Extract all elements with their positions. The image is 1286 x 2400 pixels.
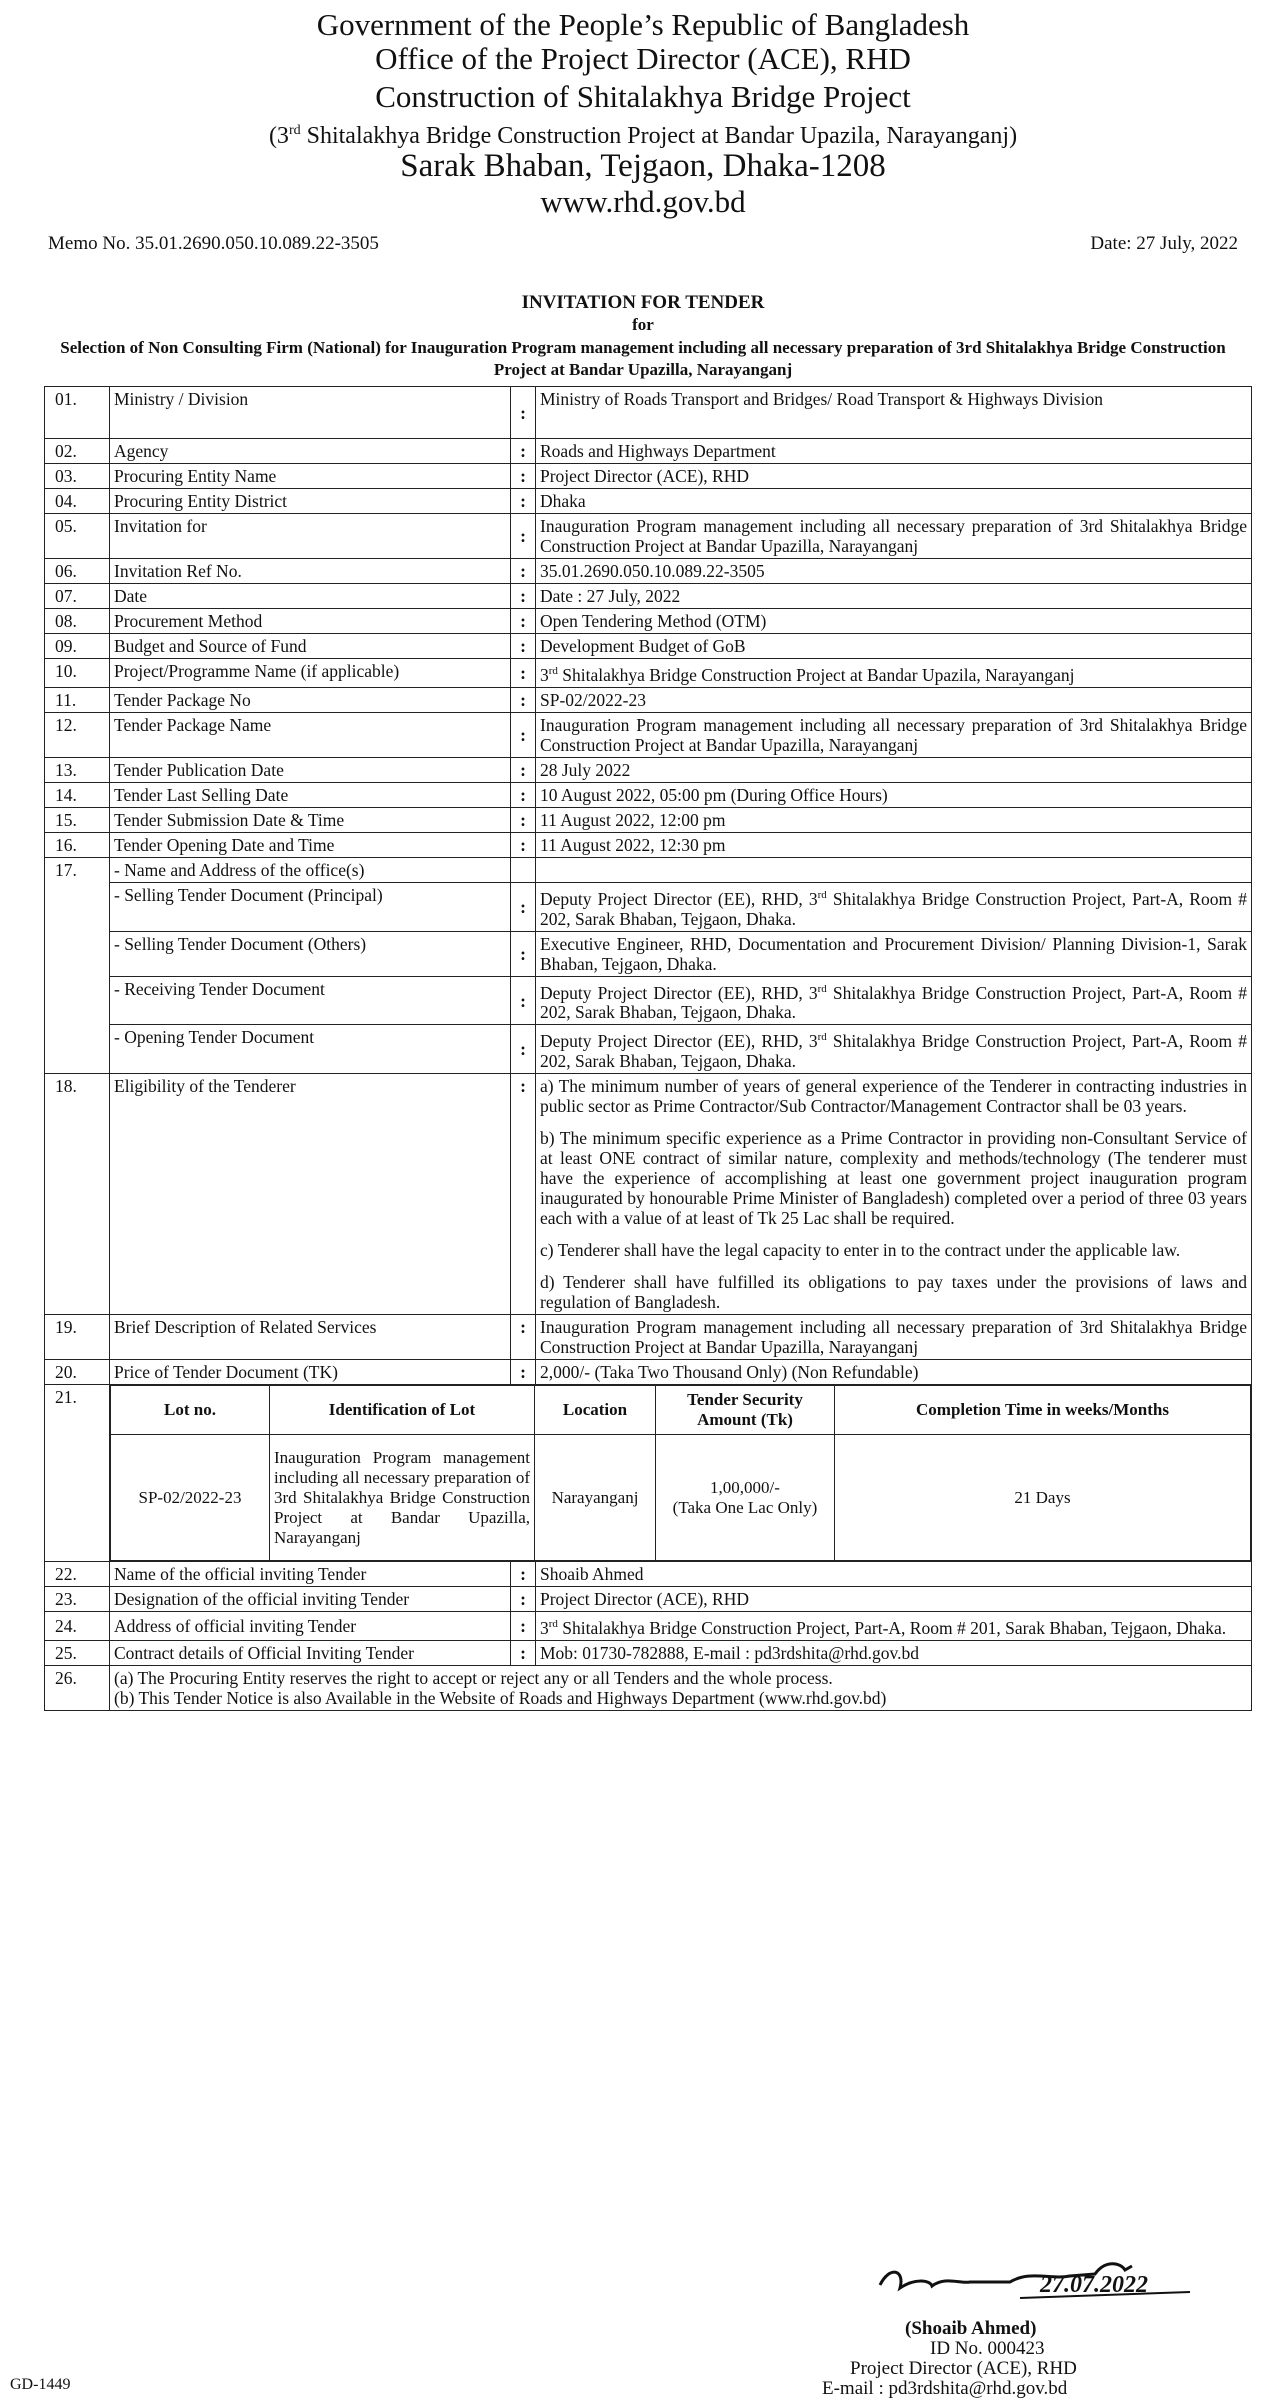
row-value: Inauguration Program management including all necessary preparation of 3rd Shitalakhya Bridge Construction Project at Bandar Upazilla, Narayanganj bbox=[536, 1315, 1252, 1360]
row-value: Deputy Project Director (EE), RHD, 3rd Shitalakhya Bridge Construction Project, Part-A, Room # 202, Sarak Bhaban, Tejgaon, Dhaka. bbox=[536, 976, 1252, 1025]
row-colon: : bbox=[511, 1587, 536, 1612]
notice-for: for bbox=[632, 315, 654, 334]
table-row bbox=[45, 757, 1252, 782]
row-label: Tender Opening Date and Time bbox=[110, 832, 511, 857]
lot-identification: Inauguration Program management including all necessary preparation of 3rd Shitalakhya Bridge Construction Project at Bandar Upazilla, Narayanganj bbox=[270, 1435, 535, 1561]
header-project: Construction of Shitalakhya Bridge Project bbox=[375, 79, 911, 114]
row-value: 3rd Shitalakhya Bridge Construction Project, Part-A, Room # 201, Sarak Bhaban, Tejgaon, Dhaka. bbox=[536, 1612, 1252, 1641]
row-value: 3rd Shitalakhya Bridge Construction Project at Bandar Upazila, Narayanganj bbox=[536, 659, 1252, 688]
row-number: 22. bbox=[45, 1562, 110, 1587]
row-colon: : bbox=[511, 687, 536, 712]
memo-date: Date: 27 July, 2022 bbox=[1090, 233, 1238, 254]
row-label: Eligibility of the Tenderer bbox=[110, 1074, 511, 1315]
table-row bbox=[45, 712, 1252, 757]
signatory-email: E-mail : pd3rdshita@rhd.gov.bd bbox=[822, 2378, 1068, 2399]
row-colon: : bbox=[511, 712, 536, 757]
row-value: 11 August 2022, 12:30 pm bbox=[536, 832, 1252, 857]
row-label: Address of official inviting Tender bbox=[110, 1612, 511, 1641]
row-number: 05. bbox=[45, 514, 110, 559]
row-colon: : bbox=[511, 807, 536, 832]
table-row bbox=[45, 514, 1252, 559]
row-label: - Opening Tender Document bbox=[110, 1025, 511, 1074]
row-value: Deputy Project Director (EE), RHD, 3rd Shitalakhya Bridge Construction Project, Part-A, Room # 202, Sarak Bhaban, Tejgaon, Dhaka. bbox=[536, 1025, 1252, 1074]
row-value: 28 July 2022 bbox=[536, 757, 1252, 782]
row-number: 18. bbox=[45, 1074, 110, 1315]
lot-completion: 21 Days bbox=[835, 1435, 1251, 1561]
row-number: 08. bbox=[45, 609, 110, 634]
table-row bbox=[45, 659, 1252, 688]
row-label: Procurement Method bbox=[110, 609, 511, 634]
row-colon bbox=[511, 857, 536, 882]
table-row bbox=[45, 464, 1252, 489]
table-row bbox=[45, 931, 1252, 976]
table-row bbox=[45, 489, 1252, 514]
row-value: Mob: 01730-782888, E-mail : pd3rdshita@rhd.gov.bd bbox=[536, 1641, 1252, 1666]
lot-table bbox=[110, 1385, 1251, 1561]
row-number: 09. bbox=[45, 634, 110, 659]
row-colon: : bbox=[511, 659, 536, 688]
lot-header: Tender Security Amount (Tk) bbox=[656, 1386, 835, 1435]
table-row bbox=[45, 782, 1252, 807]
row-value: Ministry of Roads Transport and Bridges/ Road Transport & Highways Division bbox=[536, 387, 1252, 439]
eligibility-d: d) Tenderer shall have fulfilled its obligations to pay taxes under the provisions of laws and regulation of Bangladesh. bbox=[540, 1272, 1247, 1313]
row-number: 21. bbox=[45, 1385, 110, 1562]
header-government: Government of the People’s Republic of Bangladesh bbox=[316, 7, 970, 42]
signatory-designation: Project Director (ACE), RHD bbox=[850, 2358, 1077, 2379]
row-label: Tender Package No bbox=[110, 687, 511, 712]
row-value: Project Director (ACE), RHD bbox=[536, 1587, 1252, 1612]
row-value bbox=[536, 1074, 1252, 1315]
row-value: Date : 27 July, 2022 bbox=[536, 584, 1252, 609]
lot-header: Completion Time in weeks/Months bbox=[835, 1386, 1251, 1435]
note-b: (b) This Tender Notice is also Available in the Website of Roads and Highways Department (www.rhd.gov.bd) bbox=[114, 1688, 887, 1709]
row-colon: : bbox=[511, 464, 536, 489]
row-colon: : bbox=[511, 609, 536, 634]
footer-code: GD-1449 bbox=[10, 2376, 71, 2393]
row-colon: : bbox=[511, 439, 536, 464]
row-number: 17. bbox=[45, 857, 110, 1073]
row-value: Development Budget of GoB bbox=[536, 634, 1252, 659]
eligibility-b: b) The minimum specific experience as a Prime Contractor in providing non-Consultant Service of at least ONE contract of similar nature, complexity and methods/technology (The tenderer must have the experience of accomplishing at least one government project inauguration program inaugurated by honourable Prime Minister of Bangladesh) completed over a period of three 03 years each with a value of at least of Tk 25 Lac shall be required. bbox=[540, 1128, 1247, 1229]
row-colon: : bbox=[511, 782, 536, 807]
row-label: Brief Description of Related Services bbox=[110, 1315, 511, 1360]
lot-header: Identification of Lot bbox=[270, 1386, 535, 1435]
lot-cell bbox=[110, 1385, 1252, 1562]
table-row bbox=[45, 1025, 1252, 1074]
header-address: Sarak Bhaban, Tejgaon, Dhaka-1208 bbox=[400, 148, 886, 184]
row-label: Procuring Entity District bbox=[110, 489, 511, 514]
table-row bbox=[45, 1666, 1252, 1711]
table-row bbox=[45, 1360, 1252, 1385]
signatory-id: ID No. 000423 bbox=[930, 2338, 1045, 2359]
row-label: - Selling Tender Document (Others) bbox=[110, 931, 511, 976]
row-label: Invitation Ref No. bbox=[110, 559, 511, 584]
row-label: Tender Package Name bbox=[110, 712, 511, 757]
row-number: 15. bbox=[45, 807, 110, 832]
table-row bbox=[45, 1587, 1252, 1612]
row-label: Date bbox=[110, 584, 511, 609]
signatory-name: (Shoaib Ahmed) bbox=[905, 2318, 1037, 2339]
row-label: Budget and Source of Fund bbox=[110, 634, 511, 659]
row-label: - Selling Tender Document (Principal) bbox=[110, 882, 511, 931]
tender-table bbox=[44, 386, 1252, 1711]
row-colon: : bbox=[511, 1612, 536, 1641]
row-label: Agency bbox=[110, 439, 511, 464]
row-number: 01. bbox=[45, 387, 110, 439]
row-label: Procuring Entity Name bbox=[110, 464, 511, 489]
row-value: 10 August 2022, 05:00 pm (During Office Hours) bbox=[536, 782, 1252, 807]
table-row bbox=[45, 857, 1252, 882]
signature-scribble bbox=[870, 2240, 1200, 2320]
row-colon: : bbox=[511, 1074, 536, 1315]
row-value: Shoaib Ahmed bbox=[536, 1562, 1252, 1587]
eligibility-a: a) The minimum number of years of general experience of the Tenderer in contracting industries in public sector as Prime Contractor/Sub Contractor/Management Contractor shall be 03 years. bbox=[540, 1076, 1247, 1117]
row-number: 13. bbox=[45, 757, 110, 782]
header-office: Office of the Project Director (ACE), RHD bbox=[375, 41, 911, 76]
table-row bbox=[45, 387, 1252, 439]
notice-title: INVITATION FOR TENDER bbox=[521, 292, 765, 313]
row-value: Executive Engineer, RHD, Documentation and Procurement Division/ Planning Division-1, Sarak Bhaban, Tejgaon, Dhaka. bbox=[536, 931, 1252, 976]
lot-row bbox=[111, 1435, 1251, 1561]
lot-no: SP-02/2022-23 bbox=[111, 1435, 270, 1561]
row-colon: : bbox=[511, 882, 536, 931]
row-colon: : bbox=[511, 1025, 536, 1074]
row-label: Project/Programme Name (if applicable) bbox=[110, 659, 511, 688]
row-value: Open Tendering Method (OTM) bbox=[536, 609, 1252, 634]
row-colon: : bbox=[511, 1641, 536, 1666]
row-colon: : bbox=[511, 1562, 536, 1587]
header-subproject: (3rd Shitalakhya Bridge Construction Project at Bandar Upazila, Narayanganj) bbox=[268, 123, 1018, 149]
row-label: Contract details of Official Inviting Tender bbox=[110, 1641, 511, 1666]
row-value: 35.01.2690.050.10.089.22-3505 bbox=[536, 559, 1252, 584]
row-number: 10. bbox=[45, 659, 110, 688]
row-value: 2,000/- (Taka Two Thousand Only) (Non Refundable) bbox=[536, 1360, 1252, 1385]
table-row bbox=[45, 1641, 1252, 1666]
row-label: - Name and Address of the office(s) bbox=[110, 857, 511, 882]
row-colon: : bbox=[511, 584, 536, 609]
row-value: Project Director (ACE), RHD bbox=[536, 464, 1252, 489]
row-value bbox=[536, 857, 1252, 882]
row-number: 20. bbox=[45, 1360, 110, 1385]
table-row bbox=[45, 807, 1252, 832]
row-colon: : bbox=[511, 976, 536, 1025]
lot-location: Narayanganj bbox=[535, 1435, 656, 1561]
row-value bbox=[110, 1666, 1252, 1711]
lot-security: 1,00,000/- (Taka One Lac Only) bbox=[656, 1435, 835, 1561]
row-number: 04. bbox=[45, 489, 110, 514]
lot-header-row bbox=[111, 1386, 1251, 1435]
row-label: Tender Publication Date bbox=[110, 757, 511, 782]
row-label: Name of the official inviting Tender bbox=[110, 1562, 511, 1587]
row-number: 14. bbox=[45, 782, 110, 807]
row-number: 07. bbox=[45, 584, 110, 609]
table-row bbox=[45, 1074, 1252, 1315]
notice-subject: Selection of Non Consulting Firm (National) for Inauguration Program management including all necessary preparation of 3rd Shitalakhya Bridge Construction Project at Bandar Upazilla, Narayanganj bbox=[60, 338, 1226, 379]
row-label: - Receiving Tender Document bbox=[110, 976, 511, 1025]
memo-number: Memo No. 35.01.2690.050.10.089.22-3505 bbox=[48, 233, 379, 254]
row-value: Deputy Project Director (EE), RHD, 3rd Shitalakhya Bridge Construction Project, Part-A, Room # 202, Sarak Bhaban, Tejgaon, Dhaka. bbox=[536, 882, 1252, 931]
row-label: Ministry / Division bbox=[110, 387, 511, 439]
table-row bbox=[45, 439, 1252, 464]
row-number: 23. bbox=[45, 1587, 110, 1612]
row-value: Roads and Highways Department bbox=[536, 439, 1252, 464]
row-colon: : bbox=[511, 1360, 536, 1385]
header-website: www.rhd.gov.bd bbox=[540, 184, 746, 219]
table-row bbox=[45, 882, 1252, 931]
row-colon: : bbox=[511, 489, 536, 514]
row-colon: : bbox=[511, 634, 536, 659]
lot-header: Lot no. bbox=[111, 1386, 270, 1435]
row-colon: : bbox=[511, 757, 536, 782]
table-row bbox=[45, 559, 1252, 584]
row-label: Price of Tender Document (TK) bbox=[110, 1360, 511, 1385]
lot-header: Location bbox=[535, 1386, 656, 1435]
row-colon: : bbox=[511, 931, 536, 976]
row-number: 03. bbox=[45, 464, 110, 489]
row-colon: : bbox=[511, 514, 536, 559]
row-colon: : bbox=[511, 387, 536, 439]
eligibility-c: c) Tenderer shall have the legal capacity to enter in to the contract under the applicable law. bbox=[540, 1240, 1181, 1261]
table-row bbox=[45, 1612, 1252, 1641]
table-row bbox=[45, 687, 1252, 712]
signature-date: 27.07.2022 bbox=[1040, 2272, 1148, 2298]
row-number: 11. bbox=[45, 687, 110, 712]
row-value: Inauguration Program management including all necessary preparation of 3rd Shitalakhya Bridge Construction Project at Bandar Upazilla, Narayanganj bbox=[536, 514, 1252, 559]
table-row bbox=[45, 609, 1252, 634]
row-label: Tender Last Selling Date bbox=[110, 782, 511, 807]
table-row bbox=[45, 584, 1252, 609]
table-row bbox=[45, 976, 1252, 1025]
note-a: (a) The Procuring Entity reserves the right to accept or reject any or all Tenders and the whole process. bbox=[114, 1668, 833, 1689]
row-value: SP-02/2022-23 bbox=[536, 687, 1252, 712]
row-colon: : bbox=[511, 832, 536, 857]
row-value: Dhaka bbox=[536, 489, 1252, 514]
row-number: 12. bbox=[45, 712, 110, 757]
table-row bbox=[45, 1315, 1252, 1360]
row-label: Designation of the official inviting Tender bbox=[110, 1587, 511, 1612]
table-row bbox=[45, 832, 1252, 857]
row-number: 02. bbox=[45, 439, 110, 464]
row-number: 16. bbox=[45, 832, 110, 857]
row-label: Tender Submission Date & Time bbox=[110, 807, 511, 832]
table-row bbox=[45, 1385, 1252, 1562]
row-value: 11 August 2022, 12:00 pm bbox=[536, 807, 1252, 832]
row-colon: : bbox=[511, 1315, 536, 1360]
row-number: 25. bbox=[45, 1641, 110, 1666]
row-label: Invitation for bbox=[110, 514, 511, 559]
row-value: Inauguration Program management including all necessary preparation of 3rd Shitalakhya Bridge Construction Project at Bandar Upazilla, Narayanganj bbox=[536, 712, 1252, 757]
table-row bbox=[45, 634, 1252, 659]
row-number: 19. bbox=[45, 1315, 110, 1360]
row-number: 26. bbox=[45, 1666, 110, 1711]
row-colon: : bbox=[511, 559, 536, 584]
row-number: 06. bbox=[45, 559, 110, 584]
row-number: 24. bbox=[45, 1612, 110, 1641]
table-row bbox=[45, 1562, 1252, 1587]
